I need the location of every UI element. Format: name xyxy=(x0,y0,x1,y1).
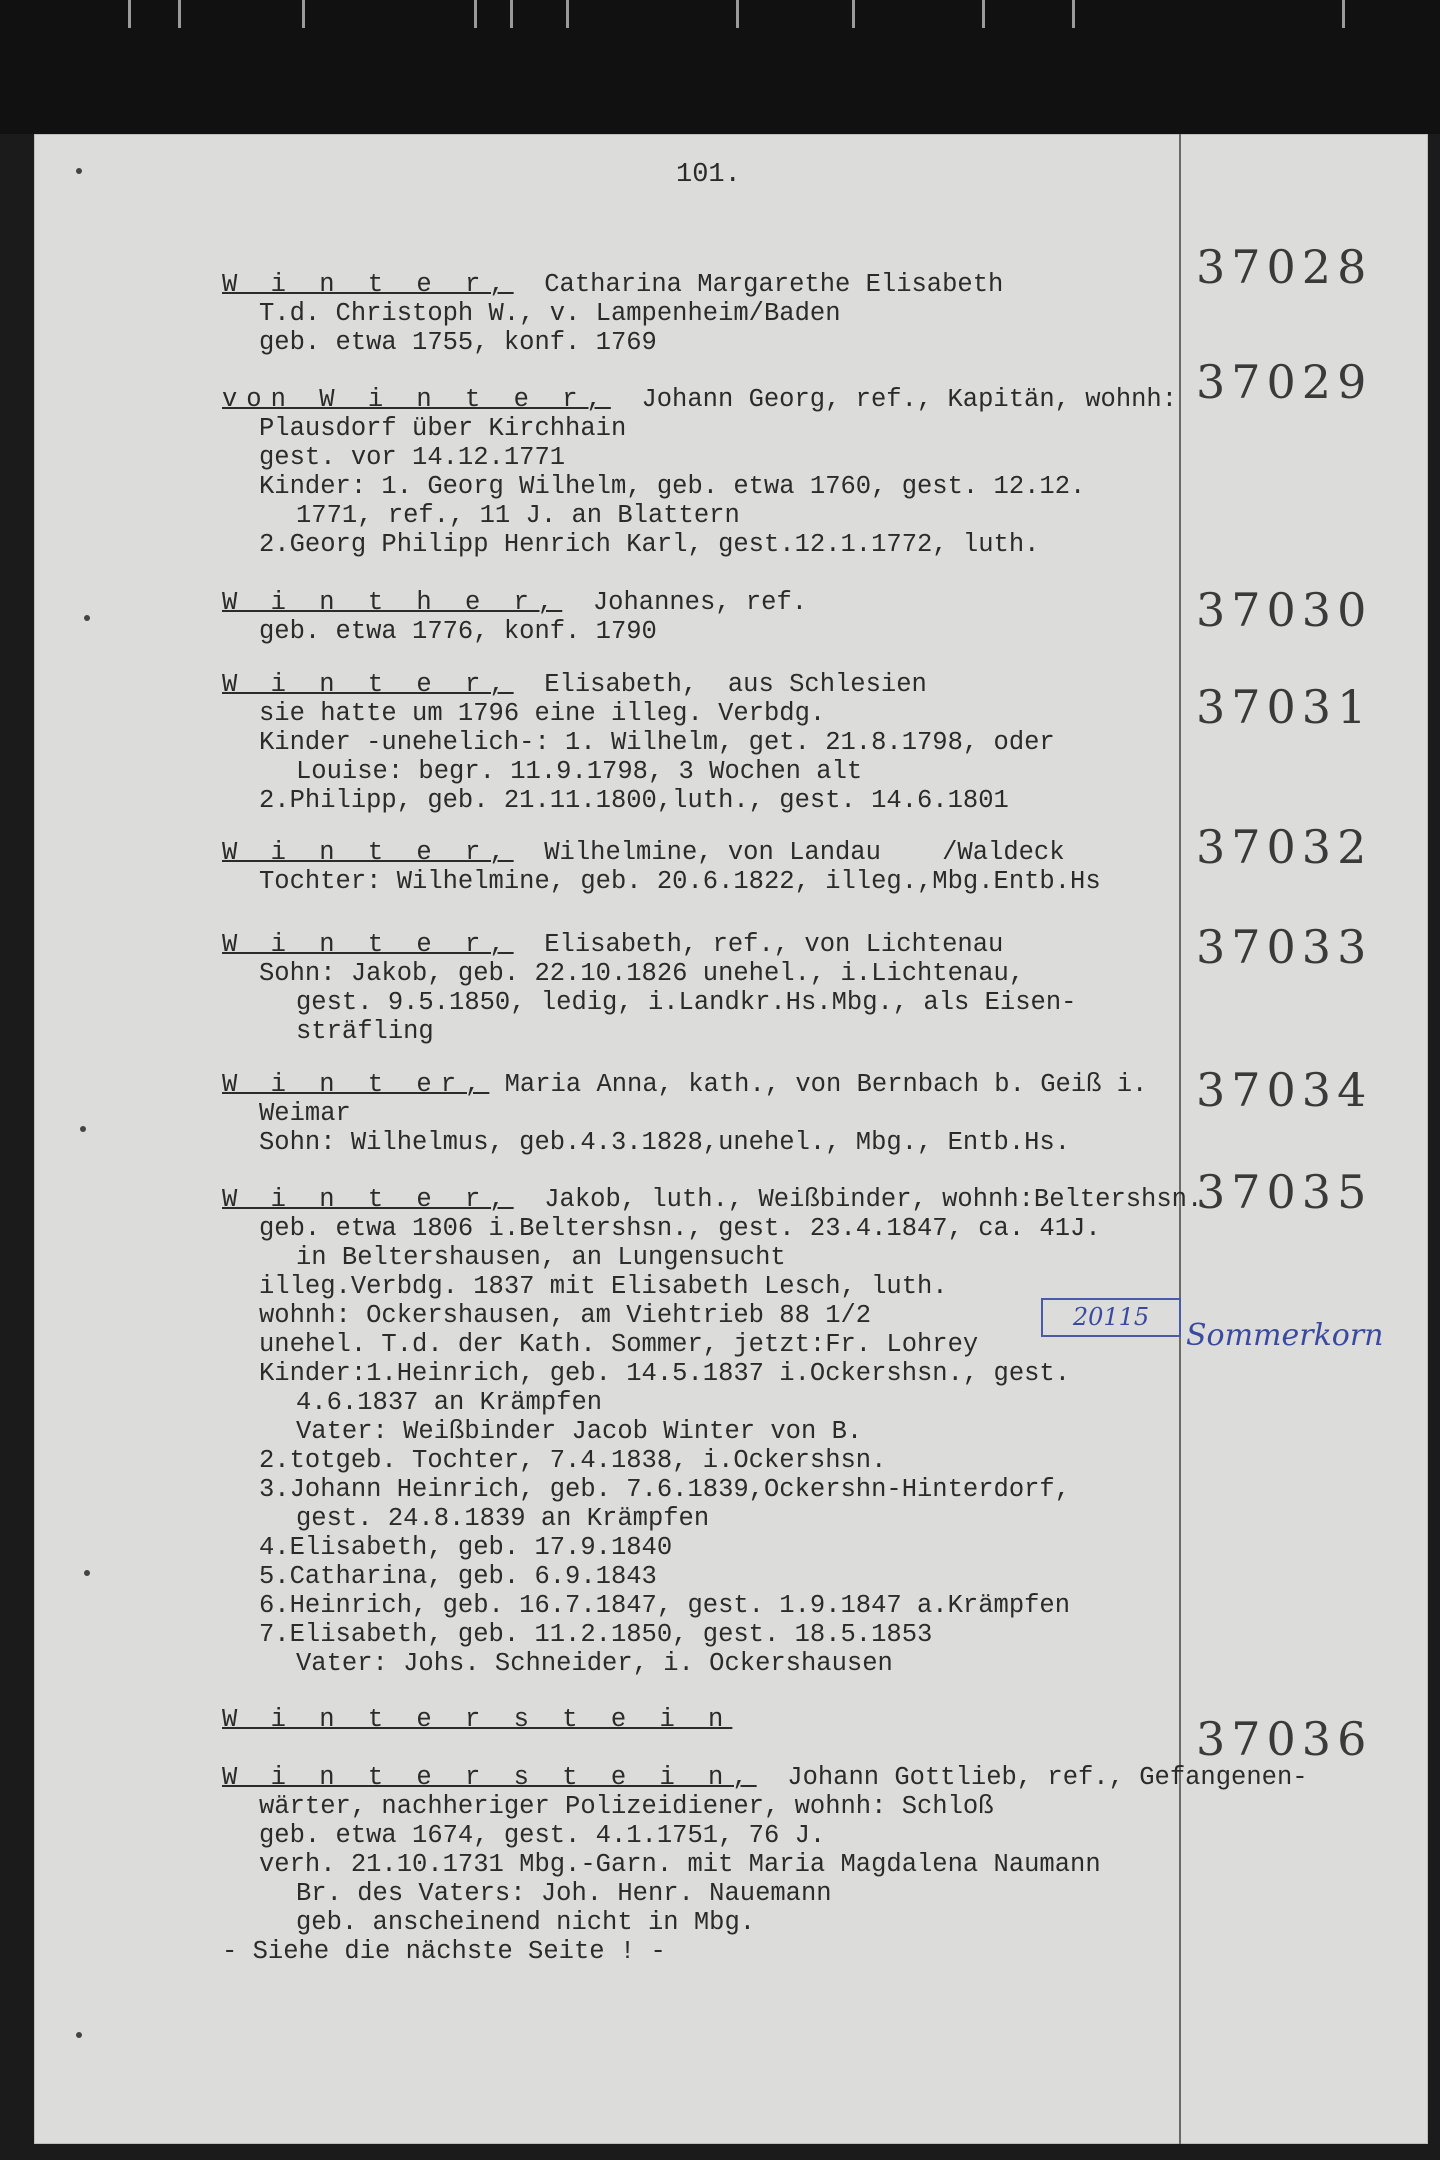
register-entry xyxy=(222,930,1222,1046)
entry-line: sträfling xyxy=(296,1017,434,1046)
entry-given-names: Elisabeth, ref., von Lichtenau xyxy=(513,930,1004,959)
entry-line: 2.Georg Philipp Henrich Karl, gest.12.1.1772, luth. xyxy=(259,530,1040,559)
record-number: 37029 xyxy=(1196,355,1373,409)
register-entry xyxy=(222,1070,1222,1157)
surname-heading: W i n t er, xyxy=(222,1070,490,1099)
entry-line: wärter, nachheriger Polizeidiener, wohnh: Schloß xyxy=(259,1792,994,1821)
scan-tick xyxy=(474,0,477,28)
entry-given-names: Catharina Margarethe Elisabeth xyxy=(513,270,1004,299)
punch-dot xyxy=(84,615,90,621)
record-number: 37032 xyxy=(1196,820,1373,874)
entry-line: Vater: Weißbinder Jacob Winter von B. xyxy=(296,1417,863,1446)
record-number: 37028 xyxy=(1196,240,1373,294)
entry-line: 4.Elisabeth, geb. 17.9.1840 xyxy=(259,1533,673,1562)
entry-line xyxy=(222,1705,1222,1734)
entry-line: gest. vor 14.12.1771 xyxy=(259,443,566,472)
entry-line: unehel. T.d. der Kath. Sommer, jetzt:Fr. Lohrey xyxy=(259,1330,979,1359)
entry-line: 2.Philipp, geb. 21.11.1800,luth., gest. 14.6.1801 xyxy=(259,786,1009,815)
entry-line: Kinder -unehelich-: 1. Wilhelm, get. 21.8.1798, oder xyxy=(259,728,1055,757)
entry-line: geb. etwa 1674, gest. 4.1.1751, 76 J. xyxy=(259,1821,826,1850)
entry-line: Vater: Johs. Schneider, i. Ockershausen xyxy=(296,1649,893,1678)
surname-heading: W i n t h e r, xyxy=(222,588,563,617)
scan-border-top xyxy=(0,0,1440,134)
entry-line xyxy=(222,1185,1222,1214)
scan-tick xyxy=(510,0,513,28)
entry-line xyxy=(222,670,1222,699)
entry-line: wohnh: Ockershausen, am Viehtrieb 88 1/2 xyxy=(259,1301,872,1330)
entry-given-names: Johann Georg, ref., Kapitän, wohnh: xyxy=(610,385,1178,414)
register-entry xyxy=(222,270,1222,357)
entry-line: Br. des Vaters: Joh. Henr. Nauemann xyxy=(296,1879,832,1908)
entry-line: 7.Elisabeth, geb. 11.2.1850, gest. 18.5.1853 xyxy=(259,1620,933,1649)
scan-tick xyxy=(852,0,855,28)
punch-dot xyxy=(76,2032,82,2038)
entry-line xyxy=(222,1763,1308,1792)
punch-dot xyxy=(76,168,82,174)
entry-given-names: Elisabeth, aus Schlesien xyxy=(513,670,927,699)
entry-line: illeg.Verbdg. 1837 mit Elisabeth Lesch, luth. xyxy=(259,1272,948,1301)
entry-line: Louise: begr. 11.9.1798, 3 Wochen alt xyxy=(296,757,863,786)
record-number: 37036 xyxy=(1196,1712,1373,1766)
scan-tick xyxy=(566,0,569,28)
entry-line: 4.6.1837 an Krämpfen xyxy=(296,1388,603,1417)
entry-line: geb. etwa 1806 i.Beltershsn., gest. 23.4.1847, ca. 41J. xyxy=(259,1214,1101,1243)
entry-given-names: Jakob, luth., Weißbinder, wohnh:Beltershsn. xyxy=(513,1185,1203,1214)
entry-line xyxy=(222,385,1222,414)
boxed-number-note: 20115 xyxy=(1041,1298,1181,1337)
register-entry xyxy=(222,838,1222,896)
entry-line xyxy=(222,930,1222,959)
register-entry xyxy=(222,1705,1222,1734)
entry-line xyxy=(222,838,1222,867)
entry-line xyxy=(222,588,1222,617)
entry-line: geb. etwa 1776, konf. 1790 xyxy=(259,617,657,646)
scan-tick xyxy=(1342,0,1345,28)
scan-tick xyxy=(302,0,305,28)
entry-line: - Siehe die nächste Seite ! - xyxy=(222,1937,666,1966)
entry-line: Tochter: Wilhelmine, geb. 20.6.1822, illeg.,Mbg.Entb.Hs xyxy=(259,867,1101,896)
surname-heading: W i n t e r, xyxy=(222,1185,514,1214)
record-number: 37034 xyxy=(1196,1063,1373,1117)
record-number: 37035 xyxy=(1196,1165,1373,1219)
record-number: 37030 xyxy=(1196,583,1373,637)
entry-line: Plausdorf über Kirchhain xyxy=(259,414,627,443)
entry-line: gest. 24.8.1839 an Krämpfen xyxy=(296,1504,710,1533)
entry-given-names: Wilhelmine, von Landau /Waldeck xyxy=(513,838,1065,867)
punch-dot xyxy=(84,1570,90,1576)
surname-heading: W i n t e r s t e i n xyxy=(222,1705,733,1734)
register-entry xyxy=(222,385,1222,559)
entry-line: Sohn: Jakob, geb. 22.10.1826 unehel., i.Lichtenau, xyxy=(259,959,1025,988)
surname-heading: W i n t e r, xyxy=(222,930,514,959)
scan-tick xyxy=(1072,0,1075,28)
entry-line: 3.Johann Heinrich, geb. 7.6.1839,Ockershn-Hinterdorf, xyxy=(259,1475,1071,1504)
entry-line: 5.Catharina, geb. 6.9.1843 xyxy=(259,1562,657,1591)
surname-heading: W i n t e r s t e i n, xyxy=(222,1763,757,1792)
entry-line: geb. anscheinend nicht in Mbg. xyxy=(296,1908,756,1937)
surname-heading: W i n t e r, xyxy=(222,838,514,867)
surname-heading: W i n t e r, xyxy=(222,270,514,299)
record-number: 37031 xyxy=(1196,680,1373,734)
scan-tick xyxy=(982,0,985,28)
register-entry xyxy=(222,1763,1308,1966)
entry-line: Kinder:1.Heinrich, geb. 14.5.1837 i.Ockershsn., gest. xyxy=(259,1359,1071,1388)
entry-given-names: Johannes, ref. xyxy=(562,588,808,617)
register-entry xyxy=(222,670,1222,815)
scan-tick xyxy=(128,0,131,28)
entry-line: in Beltershausen, an Lungensucht xyxy=(296,1243,786,1272)
handwritten-note: Sommerkorn xyxy=(1186,1318,1384,1353)
punch-dot xyxy=(80,1126,86,1132)
entry-line: verh. 21.10.1731 Mbg.-Garn. mit Maria Magdalena Naumann xyxy=(259,1850,1101,1879)
surname-heading: W i n t e r, xyxy=(222,670,514,699)
entry-line: sie hatte um 1796 eine illeg. Verbdg. xyxy=(259,699,826,728)
entry-line: 1771, ref., 11 J. an Blattern xyxy=(296,501,740,530)
page-number: 101. xyxy=(676,160,741,190)
entry-line: 6.Heinrich, geb. 16.7.1847, gest. 1.9.1847 a.Krämpfen xyxy=(259,1591,1071,1620)
entry-line: Kinder: 1. Georg Wilhelm, geb. etwa 1760, gest. 12.12. xyxy=(259,472,1086,501)
record-number: 37033 xyxy=(1196,920,1373,974)
surname-heading: von W i n t e r, xyxy=(222,385,611,414)
entry-line: Weimar xyxy=(259,1099,351,1128)
entry-line: T.d. Christoph W., v. Lampenheim/Baden xyxy=(259,299,841,328)
entry-line: gest. 9.5.1850, ledig, i.Landkr.Hs.Mbg., als Eisen- xyxy=(296,988,1077,1017)
entry-given-names: Maria Anna, kath., von Bernbach b. Geiß i. xyxy=(489,1070,1148,1099)
entry-line: Sohn: Wilhelmus, geb.4.3.1828,unehel., Mbg., Entb.Hs. xyxy=(259,1128,1071,1157)
entry-line: 2.totgeb. Tochter, 7.4.1838, i.Ockershsn. xyxy=(259,1446,887,1475)
entry-line xyxy=(222,270,1222,299)
register-entry xyxy=(222,588,1222,646)
entry-line: geb. etwa 1755, konf. 1769 xyxy=(259,328,657,357)
scan-tick xyxy=(736,0,739,28)
entry-line xyxy=(222,1070,1222,1099)
entry-given-names: Johann Gottlieb, ref., Gefangenen- xyxy=(756,1763,1308,1792)
scan-tick xyxy=(178,0,181,28)
register-entry xyxy=(222,1185,1222,1678)
